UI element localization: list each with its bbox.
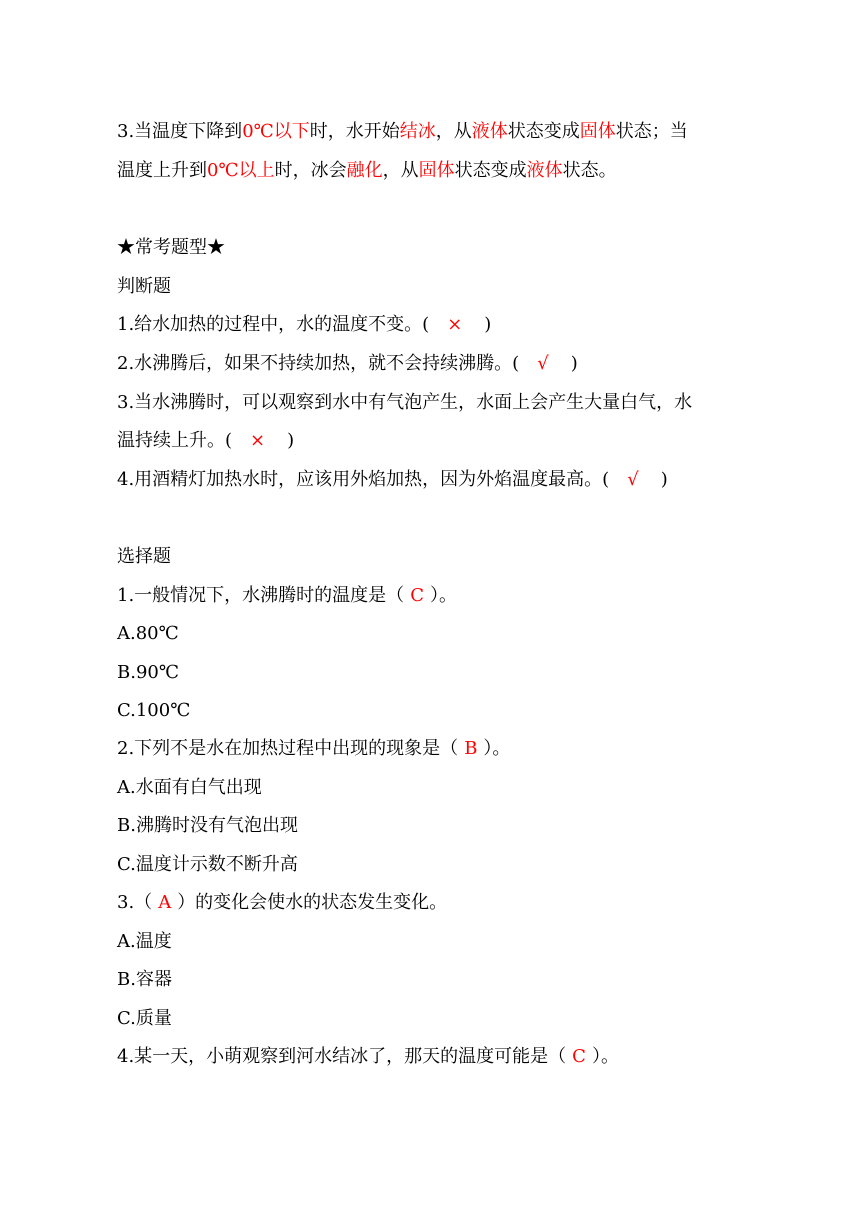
question-text: 1.给水加热的过程中，水的温度不变。( bbox=[117, 314, 430, 335]
answer-letter: C bbox=[572, 1046, 586, 1067]
text: ，从 bbox=[382, 160, 419, 181]
question-close: ）的变化会使水的状态发生变化。 bbox=[177, 892, 448, 913]
highlight-freeze: 结冰 bbox=[399, 121, 436, 142]
choice-option: A.温度 bbox=[117, 931, 172, 952]
judge-heading: 判断题 bbox=[117, 276, 171, 297]
choice-question-1 bbox=[117, 584, 457, 608]
question-text: 1.一般情况下，水沸腾时的温度是（ bbox=[117, 585, 405, 606]
answer-letter: A bbox=[158, 892, 172, 913]
text: 状态。 bbox=[562, 160, 617, 181]
text: 温度上升到 bbox=[117, 160, 207, 181]
question-close: ）。 bbox=[591, 1046, 619, 1067]
text: 时，冰会 bbox=[274, 160, 347, 181]
choice-option: A.水面有白气出现 bbox=[117, 777, 262, 798]
choice-question-2 bbox=[117, 737, 510, 761]
choice-option: C.质量 bbox=[117, 1008, 172, 1029]
section-title: ★常考题型★ bbox=[117, 237, 225, 258]
highlight-liquid: 液体 bbox=[471, 121, 508, 142]
intro-line-2 bbox=[117, 159, 617, 183]
answer-check: √ bbox=[627, 469, 639, 490]
text: 状态变成 bbox=[507, 121, 580, 142]
choice-option: B.容器 bbox=[117, 969, 172, 990]
judge-question-3-line-1: 3.当水沸腾时，可以观察到水中有气泡产生，水面上会产生大量白气，水 bbox=[117, 392, 693, 413]
text: 状态；当 bbox=[615, 121, 688, 142]
question-close: ) bbox=[660, 469, 668, 490]
question-close: ）。 bbox=[429, 585, 457, 606]
choice-question-3 bbox=[117, 891, 447, 915]
judge-question-4 bbox=[117, 468, 668, 492]
choice-heading: 选择题 bbox=[117, 546, 171, 567]
question-close: ) bbox=[287, 430, 295, 451]
highlight-temperature: 0℃以下 bbox=[242, 121, 310, 142]
question-close: ）。 bbox=[483, 738, 511, 759]
text: 时，水开始 bbox=[309, 121, 400, 142]
text: 状态变成 bbox=[454, 160, 527, 181]
answer-cross: × bbox=[447, 314, 463, 335]
question-text: 2.下列不是水在加热过程中出现的现象是（ bbox=[117, 738, 459, 759]
judge-question-2 bbox=[117, 352, 578, 376]
answer-cross: × bbox=[250, 430, 266, 451]
choice-option: C.100℃ bbox=[117, 700, 191, 721]
highlight-melt: 融化 bbox=[346, 160, 383, 181]
choice-option: C.温度计示数不断升高 bbox=[117, 854, 298, 875]
question-text: 4.用酒精灯加热水时，应该用外焰加热，因为外焰温度最高。( bbox=[117, 469, 610, 490]
intro-line-1 bbox=[117, 120, 688, 144]
answer-letter: B bbox=[464, 738, 478, 759]
choice-option: A.80℃ bbox=[117, 623, 179, 644]
question-close: ) bbox=[484, 314, 492, 335]
question-text: 2.水沸腾后，如果不持续加热，就不会持续沸腾。( bbox=[117, 353, 520, 374]
judge-question-1 bbox=[117, 313, 491, 337]
highlight-liquid: 液体 bbox=[526, 160, 563, 181]
question-text: 3.（ bbox=[117, 892, 153, 913]
judge-question-3-line-2 bbox=[117, 429, 294, 453]
text: 3.当温度下降到 bbox=[117, 121, 243, 142]
text: ，从 bbox=[435, 121, 472, 142]
answer-check: √ bbox=[537, 353, 549, 374]
question-text: 4.某一天，小萌观察到河水结冰了，那天的温度可能是（ bbox=[117, 1046, 567, 1067]
highlight-solid: 固体 bbox=[579, 121, 616, 142]
answer-letter: C bbox=[410, 585, 424, 606]
choice-question-4 bbox=[117, 1045, 619, 1069]
question-close: ) bbox=[570, 353, 578, 374]
highlight-temperature: 0℃以上 bbox=[207, 160, 275, 181]
highlight-solid: 固体 bbox=[418, 160, 455, 181]
choice-option: B.90℃ bbox=[117, 662, 179, 683]
question-text: 温持续上升。( bbox=[117, 430, 233, 451]
choice-option: B.沸腾时没有气泡出现 bbox=[117, 815, 298, 836]
